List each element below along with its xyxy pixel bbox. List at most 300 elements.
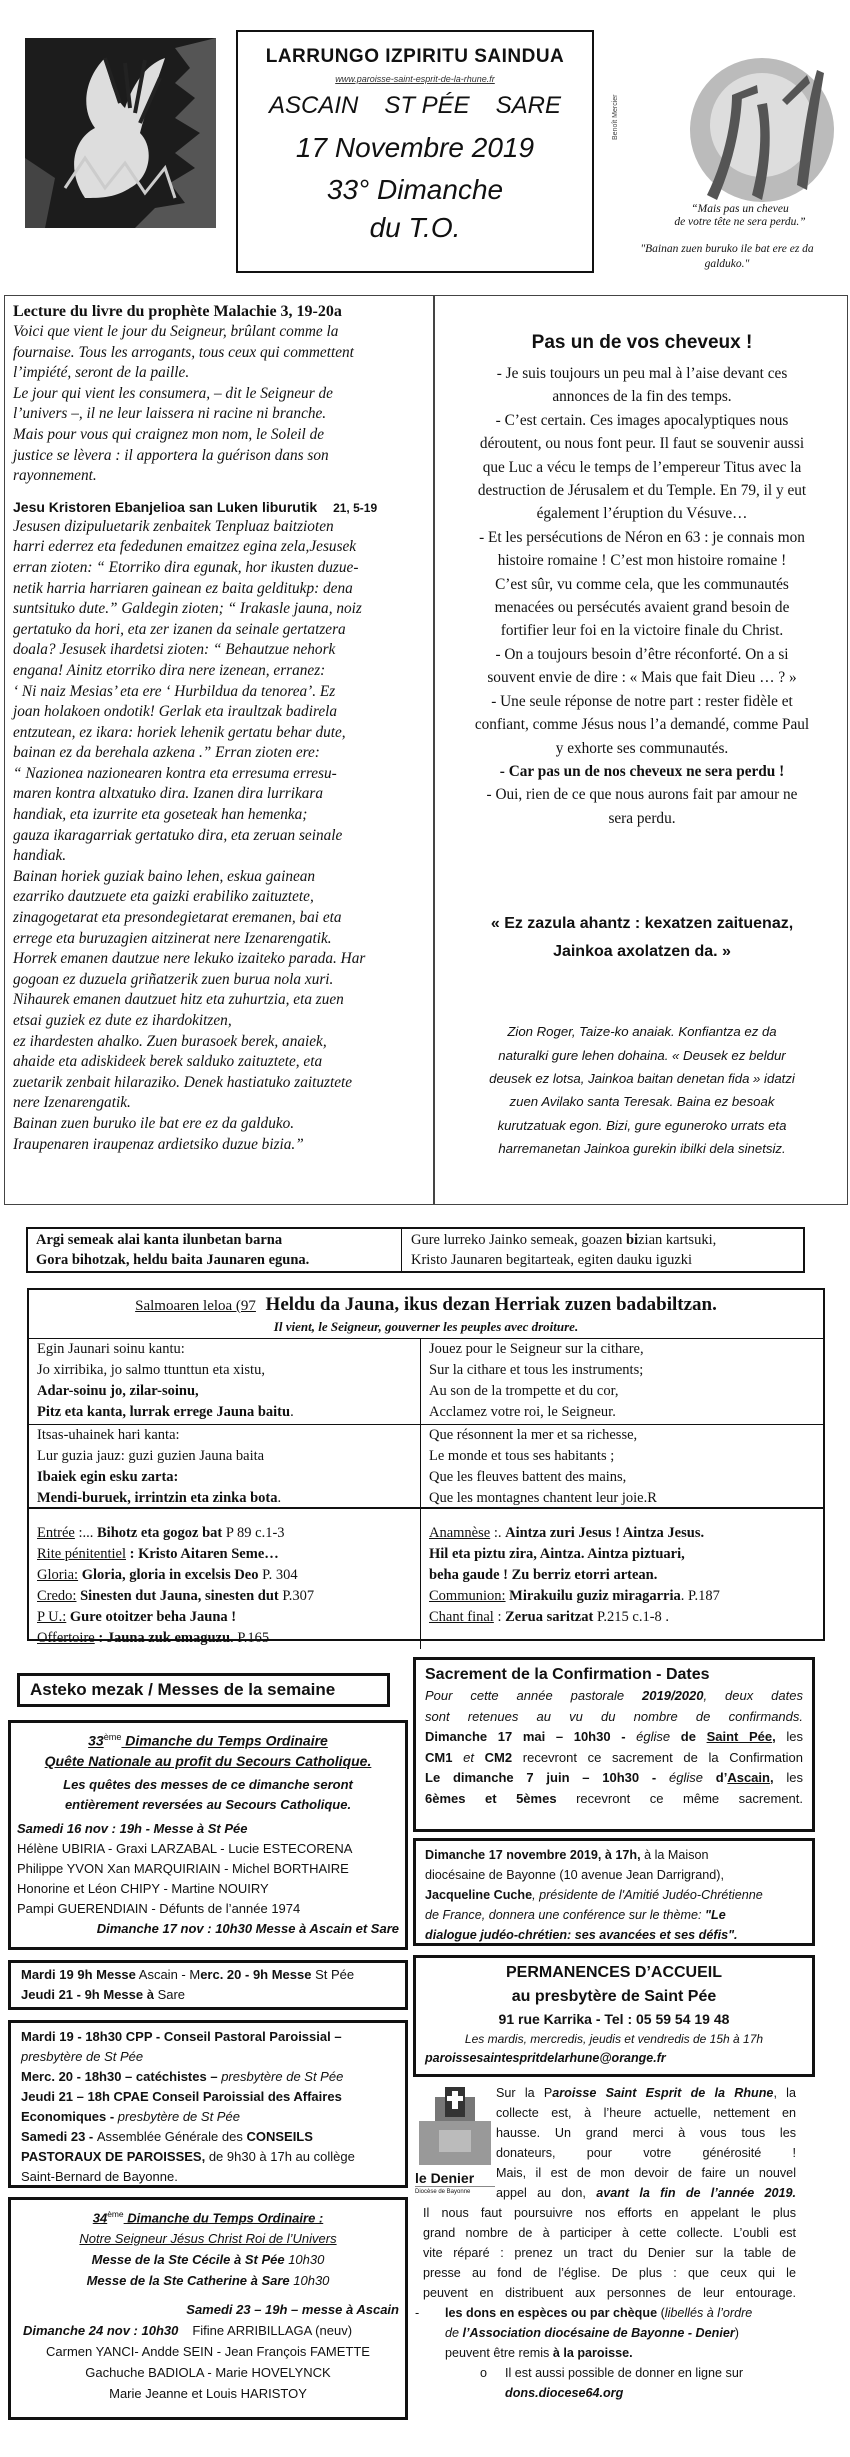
text-segment: Ascain - M bbox=[135, 1967, 201, 1982]
text-segment: d’ bbox=[703, 1770, 728, 1785]
text-segment: Dimanche 17 mai – 10h30 - bbox=[425, 1729, 637, 1744]
text-segment: 10h30 bbox=[293, 2273, 330, 2289]
text-line bbox=[37, 1425, 412, 1446]
text-line bbox=[429, 1523, 815, 1544]
text-segment: Messe de la Ste Catherine à Sare bbox=[86, 2273, 294, 2289]
hymn-line: Argi semeak alai kanta ilunbetan barna bbox=[36, 1232, 283, 1248]
text-segment: Jacqueline Cuche bbox=[425, 1888, 533, 1902]
text-segment: également l’éruption du Vésuve… bbox=[536, 505, 748, 523]
permanences-email[interactable]: paroissesaintespritdelarhune@orange.fr bbox=[425, 2051, 666, 2065]
text-segment: déroutent, ou nous font peur. Il faut se souvenir aussi bbox=[479, 435, 805, 453]
basque-quote bbox=[437, 910, 847, 966]
verse-french bbox=[421, 1339, 823, 1424]
text-line bbox=[496, 2183, 796, 2203]
text-line bbox=[21, 2027, 395, 2047]
intention-name: Marie Jeanne et Louis HARISTOY bbox=[109, 2386, 307, 2402]
text-segment: Adar-soinu jo, zilar-soinu, bbox=[37, 1383, 199, 1399]
text-line bbox=[21, 2087, 395, 2107]
text-segment: et bbox=[452, 1749, 485, 1765]
text-line: justice se lèvera : il apportera la guérison dans son bbox=[13, 446, 329, 464]
text-line bbox=[37, 1488, 412, 1509]
text-line: handiak. bbox=[13, 847, 67, 865]
text-segment: Ibaiek egin esku zarta: bbox=[37, 1469, 179, 1485]
text-segment: :... bbox=[74, 1525, 97, 1541]
text-segment: 2019/2020 bbox=[642, 1688, 704, 1703]
text-line: fournaise. Tous les arrogants, tous ceux qui commettent bbox=[13, 343, 354, 361]
column-divider bbox=[433, 296, 435, 1204]
text-line bbox=[437, 690, 847, 713]
text-segment: : Jauna zuk emaguzu. bbox=[94, 1630, 234, 1646]
text-segment: P.165 bbox=[233, 1630, 270, 1646]
text-line: Nihaurek emanen dautzuet hitz eta zuhurtzia, eta zuen bbox=[13, 991, 344, 1009]
readings-section bbox=[4, 295, 848, 1205]
text-line bbox=[21, 2167, 395, 2187]
text-segment: y exhorte ses communautés. bbox=[555, 739, 729, 757]
text-segment: 6èmes et 5èmes bbox=[425, 1790, 557, 1806]
text-line bbox=[425, 1865, 803, 1885]
text-segment: , bbox=[769, 1770, 774, 1785]
text-segment: Sare bbox=[153, 1987, 186, 2002]
text-segment: , la bbox=[773, 2086, 796, 2100]
text-segment: P U.: bbox=[37, 1609, 67, 1625]
text-line bbox=[17, 2204, 399, 2228]
confirmation-box bbox=[413, 1657, 815, 1832]
text-segment: P 89 c.1-3 bbox=[222, 1525, 285, 1541]
text-line bbox=[21, 2147, 395, 2167]
text-line bbox=[496, 2103, 796, 2123]
text-line: “ Nazionea nazionearen kontra eta erresuma erresu- bbox=[13, 764, 337, 782]
text-segment: avant la fin de l’année 2019. bbox=[596, 2186, 796, 2200]
text-segment: appel au don, bbox=[496, 2186, 597, 2200]
text-segment: peuvent être remis bbox=[445, 2346, 553, 2360]
text-segment: - Oui, rien de ce que nous aurons fait par amour ne bbox=[486, 786, 798, 804]
text-line: harremanetan Jainkoa gurekin ibilki dela sinetsiz. bbox=[498, 1141, 786, 1157]
sunday-subtitle: du T.O. bbox=[369, 212, 461, 243]
denier-text bbox=[423, 2203, 796, 2303]
text-line bbox=[425, 1845, 803, 1865]
text-line bbox=[37, 1628, 412, 1649]
text-line bbox=[505, 2383, 800, 2403]
gospel-reference: 21, 5-19 bbox=[333, 500, 378, 515]
gospel-title-text: Jesu Kristoren Ebanjelioa san Luken liburutik bbox=[13, 498, 318, 515]
text-segment: P. 304 bbox=[258, 1567, 298, 1583]
text-segment: Au son de la trompette et du cor, bbox=[429, 1383, 619, 1399]
text-segment: CM1 bbox=[425, 1749, 453, 1765]
text-line bbox=[429, 1360, 815, 1381]
text-segment: grand nombre de à participer à cette collecte. L’oubli est bbox=[423, 2226, 796, 2240]
church-cross-icon bbox=[415, 2085, 495, 2165]
mass-songs-left bbox=[29, 1509, 421, 1649]
quote-basque: "Bainan zuen buruko ile bat ere ez da galduko." bbox=[640, 243, 814, 270]
text-segment: Dimanche 17 novembre 2019, à 17h, bbox=[425, 1848, 641, 1862]
text-segment: Merc. 20 - 18h30 – catéchistes – bbox=[21, 2069, 222, 2084]
text-line: deusek ez lotsa, Jainkoa baitan denetan fida » idatzi bbox=[489, 1070, 795, 1086]
text-line: gertatuko da hori, eta zer izanen da seinale gertatzera bbox=[13, 620, 346, 638]
text-segment: recevront ce même sacrement. bbox=[556, 1790, 803, 1806]
text-line: Voici que vient le jour du Seigneur, brûlant comme la bbox=[13, 323, 339, 340]
text-segment: Ascain bbox=[727, 1770, 770, 1785]
denier-logo-subtitle: Diocèse de Bayonne bbox=[415, 2186, 495, 2195]
text-line bbox=[429, 1446, 815, 1467]
text-line bbox=[423, 2283, 796, 2303]
village-ascain: ASCAIN bbox=[268, 92, 359, 119]
masses-header: Asteko mezak / Messes de la semaine bbox=[17, 1673, 390, 1707]
text-segment: confiant, comme Jésus nous l’a demandé, comme Paul bbox=[474, 716, 810, 734]
text-segment: Kristo Jaunaren begitarteak, egiten dauku iguzki bbox=[411, 1252, 693, 1268]
holy-spirit-dove-icon bbox=[25, 38, 216, 228]
text-line bbox=[411, 1230, 797, 1250]
text-segment: Entrée bbox=[37, 1525, 75, 1541]
text-line bbox=[37, 1446, 412, 1467]
text-line: maren kontra altxatuko dira. Izanen dira lurrikara bbox=[13, 785, 324, 803]
text-segment: . bbox=[290, 1404, 294, 1420]
text-line: engana! Ainitz etorriko dira nere izenean, erranez: bbox=[13, 661, 326, 679]
denier-intro bbox=[496, 2083, 796, 2203]
text-line bbox=[425, 1686, 803, 1707]
sunday-33-title bbox=[17, 1727, 399, 1771]
text-line bbox=[425, 1727, 803, 1748]
text-line bbox=[437, 713, 847, 736]
intention-name: Carmen YANCI- Andde SEIN - Jean François FAMETTE bbox=[46, 2344, 370, 2360]
village-sare: SARE bbox=[495, 92, 561, 119]
intention-name: Gachuche BADIOLA - Marie HOVELYNCK bbox=[85, 2365, 331, 2381]
psalm-verse-row bbox=[29, 1339, 823, 1425]
text-segment: Gure lurreko Jainko semeak, goazen bbox=[411, 1232, 627, 1248]
text-line: Mais pour vous qui craignez mon nom, le Soleil de bbox=[13, 425, 325, 443]
text-segment: Mendi-buruek, irrintzin eta zinka bota bbox=[37, 1490, 278, 1506]
hymn-basque-right bbox=[404, 1230, 804, 1270]
text-line: Bainan horiek guziak baino lehen, eskua gainean bbox=[13, 867, 316, 885]
text-segment: aroisse Saint Esprit de la Rhune bbox=[552, 2086, 774, 2100]
text-line: kurutzatuak egon. Bizi, gure eguneroko urrats eta bbox=[497, 1117, 787, 1133]
text-segment: Offertoire bbox=[37, 1630, 95, 1646]
text-segment: , deux dates bbox=[703, 1688, 803, 1703]
confirmation-text bbox=[425, 1686, 803, 1809]
text-line: Horrek emanen dautzue nere lekuko izaiteko parada. Har bbox=[13, 950, 366, 968]
text-line bbox=[437, 760, 847, 783]
text-line bbox=[17, 2228, 399, 2249]
text-segment: hausse. Un grand merci à vous tous les bbox=[496, 2126, 796, 2140]
text-segment: que Luc a vécu le temps de l’empereur Titus avec la bbox=[482, 458, 802, 476]
denier-logo bbox=[415, 2085, 495, 2195]
text-line bbox=[17, 2249, 399, 2270]
text-line bbox=[437, 432, 847, 455]
text-line: Honorine et Léon CHIPY - Martine NOUIRY bbox=[17, 1880, 269, 1896]
text-line bbox=[496, 2123, 796, 2143]
sunday-mass: Dimanche 17 nov : 10h30 Messe à Ascain et Sare bbox=[96, 1920, 399, 1936]
permanences-subtitle: au presbytère de Saint Pée bbox=[511, 1988, 717, 2005]
text-segment: de bbox=[445, 2326, 463, 2340]
text-segment: Zerua saritzat bbox=[505, 1609, 594, 1625]
text-segment: Credo: bbox=[37, 1588, 77, 1604]
text-segment: Egin Jaunari soinu kantu: bbox=[37, 1341, 185, 1357]
text-line bbox=[37, 1523, 412, 1544]
text-segment: . P.187 bbox=[680, 1588, 720, 1604]
text-line bbox=[429, 1381, 815, 1402]
text-line bbox=[437, 783, 847, 806]
text-segment: l’Association diocésaine de Bayonne - Denier bbox=[462, 2326, 735, 2340]
text-line bbox=[437, 526, 847, 549]
text-segment: ème bbox=[107, 2209, 124, 2219]
website-link[interactable]: www.paroisse-saint-esprit-de-la-rhune.fr bbox=[335, 74, 495, 84]
text-line: l’univers –, il ne leur laissera ni racine ni branche. bbox=[13, 405, 327, 423]
text-segment: à la Maison bbox=[640, 1848, 709, 1862]
hair-artwork bbox=[612, 55, 837, 205]
bulletin-date: 17 Novembre 2019 bbox=[295, 132, 535, 163]
saturday-23-mass: Samedi 23 – 19h – messe à Ascain bbox=[186, 2302, 399, 2318]
text-line bbox=[21, 2107, 395, 2127]
text-segment: Communion: bbox=[429, 1588, 506, 1604]
hymn-box bbox=[26, 1227, 805, 1273]
gospel-title bbox=[13, 499, 431, 515]
text-segment: Mais, il est de mon devoir de faire un nouvel bbox=[496, 2166, 796, 2180]
text-segment: dons.diocese64.org bbox=[505, 2386, 624, 2400]
text-line: Zion Roger, Taize-ko anaiak. Konfiantza ez da bbox=[507, 1024, 777, 1040]
sunday-34-box bbox=[8, 2197, 408, 2420]
text-segment: Itsas-uhainek hari kanta: bbox=[37, 1427, 180, 1443]
text-line bbox=[37, 1565, 412, 1586]
text-line: Bainan zuen buruko ile bat ere ez da galduko. bbox=[13, 1114, 295, 1132]
text-line bbox=[437, 385, 847, 408]
text-segment: :. bbox=[490, 1525, 506, 1541]
text-line bbox=[437, 619, 847, 642]
text-segment: Notre Seigneur Jésus Christ Roi de l’Univers bbox=[79, 2231, 337, 2247]
saturday-mass: Samedi 16 nov : 19h - Messe à St Pée bbox=[17, 1820, 248, 1836]
text-line bbox=[429, 1488, 815, 1509]
text-segment: Jeudi 21 - 9h Messe à bbox=[21, 1987, 154, 2002]
text-line: gogoan ez duzuela griñatzerik zuen burua nola xuri. bbox=[13, 970, 334, 988]
dash-bullet-icon: - bbox=[415, 2306, 420, 2320]
text-line bbox=[429, 1586, 815, 1607]
verse-french bbox=[421, 1425, 823, 1507]
taize-text bbox=[437, 1020, 847, 1160]
text-segment: Pour cette année pastorale bbox=[425, 1688, 643, 1703]
mass-songs-right bbox=[421, 1509, 823, 1649]
text-line bbox=[425, 1707, 803, 1728]
text-segment: Gloria, gloria in excelsis Deo bbox=[78, 1567, 259, 1583]
text-segment: Messe de la Ste Cécile à St Pée bbox=[91, 2252, 289, 2268]
permanences-box bbox=[413, 1955, 815, 2077]
basque-quote-line-1: « Ez zazula ahantz : kexatzen zaituenaz, bbox=[490, 915, 794, 933]
text-line bbox=[17, 1751, 399, 1771]
denier-logo-text: le Denier bbox=[415, 2170, 475, 2186]
text-line bbox=[437, 549, 847, 572]
text-segment: Jo xirribika, jo salmo ttunttun eta xistu, bbox=[37, 1362, 265, 1378]
permanences-address: 91 rue Karrika - Tel : 05 59 54 19 48 bbox=[498, 2011, 730, 2027]
text-segment: à la paroisse. bbox=[552, 2346, 633, 2360]
text-line bbox=[437, 456, 847, 479]
text-line bbox=[17, 2270, 399, 2291]
verse-basque bbox=[29, 1425, 421, 1507]
text-line: nere Izenarengatik. bbox=[13, 1094, 131, 1112]
basque-quote-line-2: Jainkoa axolatzen da. » bbox=[553, 943, 731, 961]
text-line: ez ihardesten ahalko. Zuen burasoek berek, anaiek, bbox=[13, 1032, 327, 1050]
text-segment: église bbox=[669, 1770, 703, 1785]
text-line bbox=[21, 1965, 395, 1985]
text-line bbox=[496, 2143, 796, 2163]
text-line bbox=[429, 1565, 815, 1586]
meditation-text bbox=[437, 362, 847, 830]
text-line bbox=[445, 2343, 795, 2363]
denier-sub-bullet-text bbox=[505, 2363, 800, 2403]
text-line: gauza ikaragarriak gertatuko dira, eta zeruan seinale bbox=[13, 826, 343, 844]
text-segment: presbytère de St Pée bbox=[21, 2049, 144, 2064]
psalm-header bbox=[29, 1290, 823, 1339]
text-segment: bi bbox=[626, 1232, 639, 1248]
first-reading bbox=[13, 302, 431, 1155]
text-line bbox=[37, 1339, 412, 1360]
text-segment: Quête Nationale au profit du Secours Catholique. bbox=[44, 1752, 372, 1769]
text-segment: Le dimanche 7 juin – 10h30 - bbox=[425, 1770, 670, 1785]
text-segment: CONSEILS bbox=[246, 2129, 313, 2144]
text-segment: diocésaine de Bayonne (10 avenue Jean Darrigrand), bbox=[425, 1868, 724, 1882]
text-line bbox=[437, 596, 847, 619]
text-segment: sont retenues au vu du nombre de confirmands. bbox=[425, 1708, 803, 1724]
text-segment: Il est aussi possible de donner en ligne sur bbox=[505, 2366, 744, 2380]
text-line bbox=[437, 502, 847, 525]
text-line bbox=[429, 1425, 815, 1446]
text-line: Iraupenaren iraupenaz ardietsiko duzue bizia.” bbox=[13, 1135, 304, 1153]
text-segment: "Le bbox=[705, 1908, 726, 1922]
text-segment: Saint Pée bbox=[706, 1729, 773, 1744]
dove-illustration bbox=[25, 38, 216, 228]
sunday-33-box bbox=[8, 1720, 408, 1950]
text-segment: : bbox=[493, 1609, 506, 1625]
text-segment: P.215 c.1-8 . bbox=[593, 1609, 670, 1625]
text-segment: Pitz eta kanta, lurrak errege Jauna baitu bbox=[37, 1404, 291, 1420]
bulletin-title-box bbox=[236, 30, 594, 273]
psalm-box bbox=[27, 1288, 825, 1646]
first-reading-text bbox=[13, 322, 431, 487]
text-segment: les bbox=[773, 1770, 803, 1785]
text-segment: de bbox=[670, 1729, 707, 1744]
text-segment: presse au fond de l’église. De plus : que ceux qui le bbox=[423, 2266, 796, 2280]
text-segment: - C’est certain. Ces images apocalyptiques nous bbox=[495, 411, 789, 429]
text-segment: Rite pénitentiel bbox=[37, 1546, 126, 1562]
hymn-line: Gora bihotzak, heldu baita Jaunaren eguna. bbox=[36, 1252, 310, 1268]
confirmation-title: Sacrement de la Confirmation - Dates bbox=[425, 1666, 710, 1683]
text-segment: : Kristo Aitaren Seme… bbox=[126, 1546, 279, 1562]
sunday-34-details bbox=[17, 2204, 399, 2291]
text-line: bainan ez da berehala azkena .” Erran zioten ere: bbox=[13, 744, 320, 762]
verse-basque bbox=[29, 1339, 421, 1424]
text-segment: Gloria: bbox=[37, 1567, 79, 1583]
text-segment: beha gaude ! Zu berriz etorri artean. bbox=[429, 1567, 658, 1583]
text-line bbox=[445, 2303, 795, 2323]
psalm-label: Salmoaren leloa (97 bbox=[135, 1298, 256, 1314]
text-line: ‘ Ni naiz Mesias’ eta ere ‘ Hurbildua da tenorea’. Ez bbox=[13, 682, 336, 700]
conference-box bbox=[413, 1838, 815, 1946]
text-segment: Jouez pour le Seigneur sur la cithare, bbox=[429, 1341, 644, 1357]
text-segment: souvent envie de dire : « Mais que fait Dieu … ? » bbox=[487, 669, 797, 687]
village-st-pee: ST PÉE bbox=[384, 92, 470, 119]
text-line bbox=[411, 1250, 797, 1270]
circle-bullet-icon: o bbox=[480, 2366, 488, 2380]
text-segment: recevront ce sacrement de la Confirmation bbox=[512, 1749, 803, 1765]
psalm-refrain-french: Il vient, le Seigneur, gouverner les peuples avec droiture. bbox=[273, 1319, 579, 1334]
text-segment: 33 bbox=[88, 1732, 104, 1749]
text-segment: zian kartsuki, bbox=[638, 1232, 717, 1248]
text-segment: Il nous faut poursuivre nos efforts en appelant le plus bbox=[423, 2206, 796, 2220]
mass-songs bbox=[29, 1509, 823, 1649]
text-line: naturalki gure lehen dohaina. « Deusek ez beldur bbox=[498, 1047, 786, 1063]
text-segment: les bbox=[775, 1729, 803, 1744]
text-line bbox=[437, 409, 847, 432]
text-segment: Dimanche du Temps Ordinaire bbox=[121, 1732, 328, 1749]
text-line: erran zioten: “ Etorriko dira egunak, hor ikusten duzue- bbox=[13, 558, 359, 576]
text-segment: presbytère de St Pée bbox=[117, 2109, 240, 2124]
text-segment: Sinesten dut Jauna, sinesten dut bbox=[76, 1588, 279, 1604]
text-segment: Assemblée Générale des bbox=[96, 2129, 247, 2144]
text-segment: donateurs, pour votre générosité ! bbox=[496, 2146, 796, 2160]
text-line bbox=[429, 1544, 815, 1565]
text-segment: Anamnèse bbox=[429, 1525, 491, 1541]
parish-name: LARRUNGO IZPIRITU SAINDUA bbox=[265, 46, 565, 67]
hymn-basque-bold bbox=[28, 1229, 402, 1271]
text-line bbox=[437, 643, 847, 666]
text-line bbox=[21, 2127, 395, 2147]
text-line: etsai guziek ez dute ez ihardokitzen, bbox=[13, 1012, 232, 1029]
text-line: rayonnement. bbox=[13, 467, 97, 485]
first-reading-title: Lecture du livre du prophète Malachie 3, 19-20a bbox=[13, 303, 342, 320]
text-line: Pampi GUERENDIAIN - Défunts de l’année 1974 bbox=[17, 1900, 301, 1916]
text-segment: Mirakuilu guziz miragarria bbox=[505, 1588, 681, 1604]
text-line: zuetarik zenbait hilaraziko. Denek hastiatuko zaituztete bbox=[13, 1073, 353, 1091]
gospel-text bbox=[13, 517, 431, 1155]
text-segment: peuvent en distribuent aux personnes de leur entourage. bbox=[423, 2286, 796, 2300]
text-segment: annonces de la fin des temps. bbox=[552, 388, 732, 406]
text-line bbox=[423, 2223, 796, 2243]
villages bbox=[238, 92, 592, 120]
text-line bbox=[429, 1607, 815, 1628]
text-line bbox=[429, 1467, 815, 1488]
text-segment: Gure otoitzer beha Jauna ! bbox=[66, 1609, 237, 1625]
text-line bbox=[37, 1360, 412, 1381]
text-segment: sera perdu. bbox=[608, 809, 676, 827]
text-line bbox=[21, 2067, 395, 2087]
text-line bbox=[425, 1905, 803, 1925]
text-segment: ) bbox=[734, 2326, 739, 2340]
text-segment: Hil eta piztu zira, Aintza. Aintza piztuari, bbox=[429, 1546, 685, 1562]
text-segment: Saint-Bernard de Bayonne. bbox=[21, 2169, 178, 2184]
meditation-column bbox=[437, 296, 847, 1161]
text-line bbox=[21, 2047, 395, 2067]
text-segment: Le monde et tous ses habitants ; bbox=[429, 1448, 615, 1464]
text-line: harri ederrez eta fededunen emaitzez egina zela,Jesusek bbox=[13, 538, 357, 556]
text-line bbox=[17, 1727, 399, 1751]
weekday-masses-box bbox=[8, 1960, 408, 2010]
text-line: ahaide eta adiskideek berek salduko zaituztete, eta bbox=[13, 1053, 323, 1071]
text-segment: fortifier leur foi en la victoire finale du Christ. bbox=[500, 622, 784, 640]
text-segment: - Je suis toujours un peu mal à l’aise devant ces bbox=[496, 365, 788, 382]
text-line bbox=[429, 1339, 815, 1360]
denier-bullet-text bbox=[445, 2303, 795, 2363]
text-segment: 34 bbox=[92, 2210, 108, 2226]
text-segment: . bbox=[277, 1490, 282, 1506]
text-segment: église bbox=[636, 1729, 671, 1744]
text-line bbox=[425, 1789, 803, 1810]
text-segment: vite réparé : prenez un tract du Denier sur la table de bbox=[423, 2246, 796, 2260]
text-segment: - On a toujours besoin d’être réconforté. On a si bbox=[495, 645, 789, 663]
text-segment: collecte est, à l’heure actuelle, nettement en bbox=[496, 2106, 796, 2120]
text-segment: - Une seule réponse de notre part : rester fidèle et bbox=[491, 692, 793, 710]
text-line bbox=[425, 1748, 803, 1769]
text-line bbox=[37, 1467, 412, 1488]
text-segment: - Car pas un de nos cheveux ne sera perdu ! bbox=[499, 762, 785, 780]
text-line bbox=[437, 737, 847, 760]
psalm-verse-row bbox=[29, 1425, 823, 1509]
text-line: Jesusen dizipuluetarik zenbaitek Tenpluaz baitzioten bbox=[13, 517, 334, 535]
